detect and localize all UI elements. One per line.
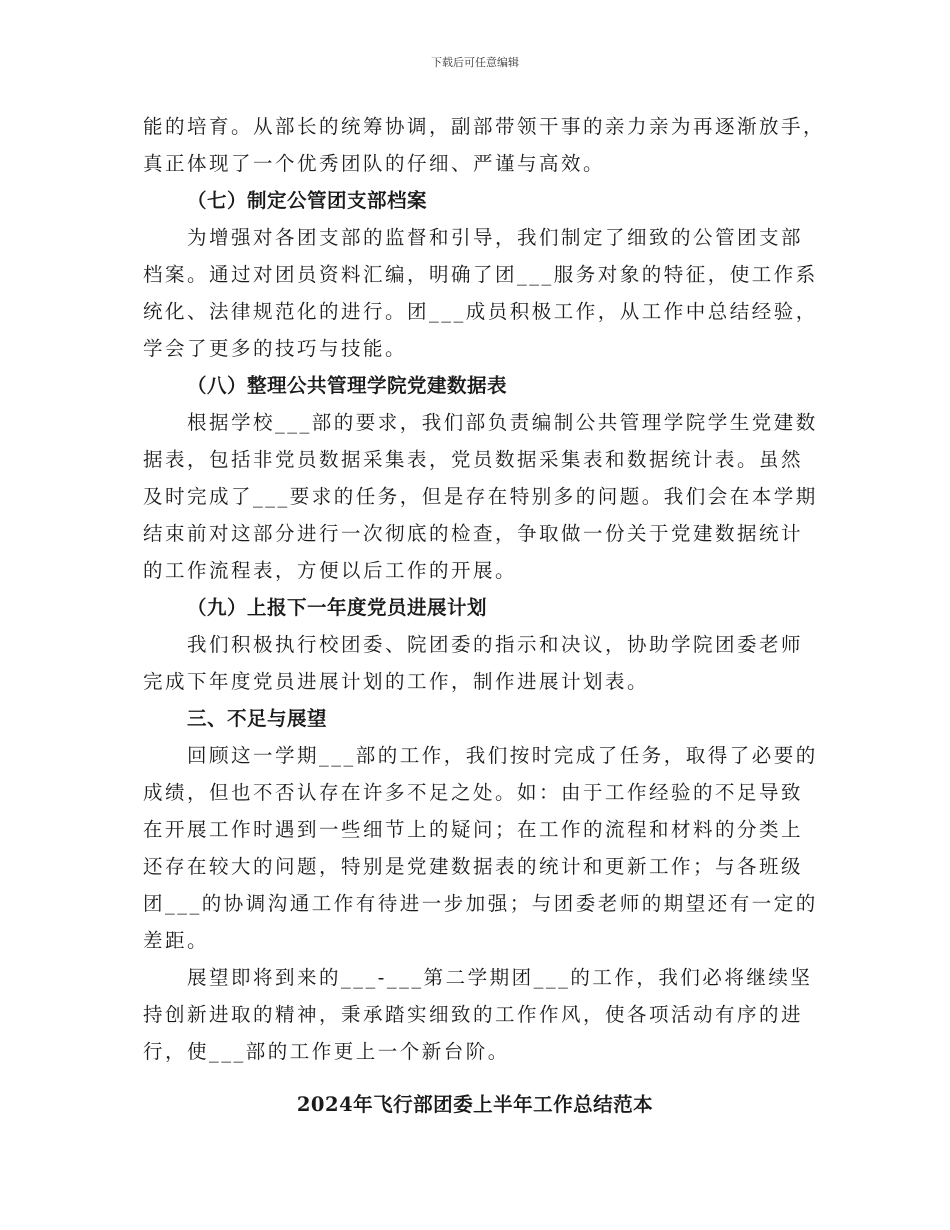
text-line: 展望即将到来的___-___第二学期团___的工作，我们必将继续坚	[187, 966, 813, 989]
text-line: 学会了更多的技巧与技能。	[143, 337, 408, 360]
text-line: 行，使___部的工作更上一个新台阶。	[143, 1040, 510, 1063]
text-line: 据表，包括非党员数据采集表，党员数据采集表和数据统计表。虽然	[143, 448, 804, 471]
text-line: 结束前对这部分进行一次彻底的检查，争取做一份关于党建数据统计	[143, 522, 804, 545]
text-line: 团___的协调沟通工作有待进一步加强；与团委老师的期望还有一定的	[143, 892, 818, 915]
text-line: 根据学校___部的要求，我们部负责编制公共管理学院学生党建数	[187, 411, 818, 434]
text-line: 差距。	[143, 929, 210, 952]
text-line: 在开展工作时遇到一些细节上的疑问；在工作的流程和材料的分类上	[143, 818, 804, 841]
page-header: 下载后可任意编辑	[431, 56, 519, 69]
section-heading: （九）上报下一年度党员进展计划	[187, 596, 488, 619]
section-heading: 三、不足与展望	[187, 707, 328, 730]
text-line: 真正体现了一个优秀团队的仔细、严谨与高效。	[143, 152, 606, 175]
text-line: 及时完成了___要求的任务，但是存在特别多的问题。我们会在本学期	[143, 485, 818, 508]
text-line: 回顾这一学期___部的工作，我们按时完成了任务，取得了必要的	[187, 744, 818, 767]
text-line: 档案。通过对团员资料汇编，明确了团___服务对象的特征，使工作系	[143, 263, 818, 286]
text-line: 我们积极执行校团委、院团委的指示和决议，协助学院团委老师	[187, 633, 804, 656]
text-line: 完成下年度党员进展计划的工作，制作进展计划表。	[143, 670, 650, 693]
text-line: 的工作流程表，方便以后工作的开展。	[143, 559, 518, 582]
document-title: 2024年飞行部团委上半年工作总结范本	[296, 1093, 654, 1116]
text-line: 为增强对各团支部的监督和引导，我们制定了细致的公管团支部	[187, 226, 804, 249]
text-line: 能的培育。从部长的统筹协调，副部带领干事的亲力亲为再逐渐放手，	[143, 115, 826, 138]
section-heading: （七）制定公管团支部档案	[187, 189, 428, 212]
text-line: 持创新进取的精神，秉承踏实细致的工作作风，使各项活动有序的进	[143, 1003, 804, 1026]
text-line: 成绩，但也不否认存在许多不足之处。如：由于工作经验的不足导致	[143, 781, 804, 804]
text-line: 统化、法律规范化的进行。团___成员积极工作，从工作中总结经验，	[143, 300, 818, 323]
text-line: 还存在较大的问题，特别是党建数据表的统计和更新工作；与各班级	[143, 855, 804, 878]
section-heading: （八）整理公共管理学院党建数据表	[187, 374, 508, 397]
